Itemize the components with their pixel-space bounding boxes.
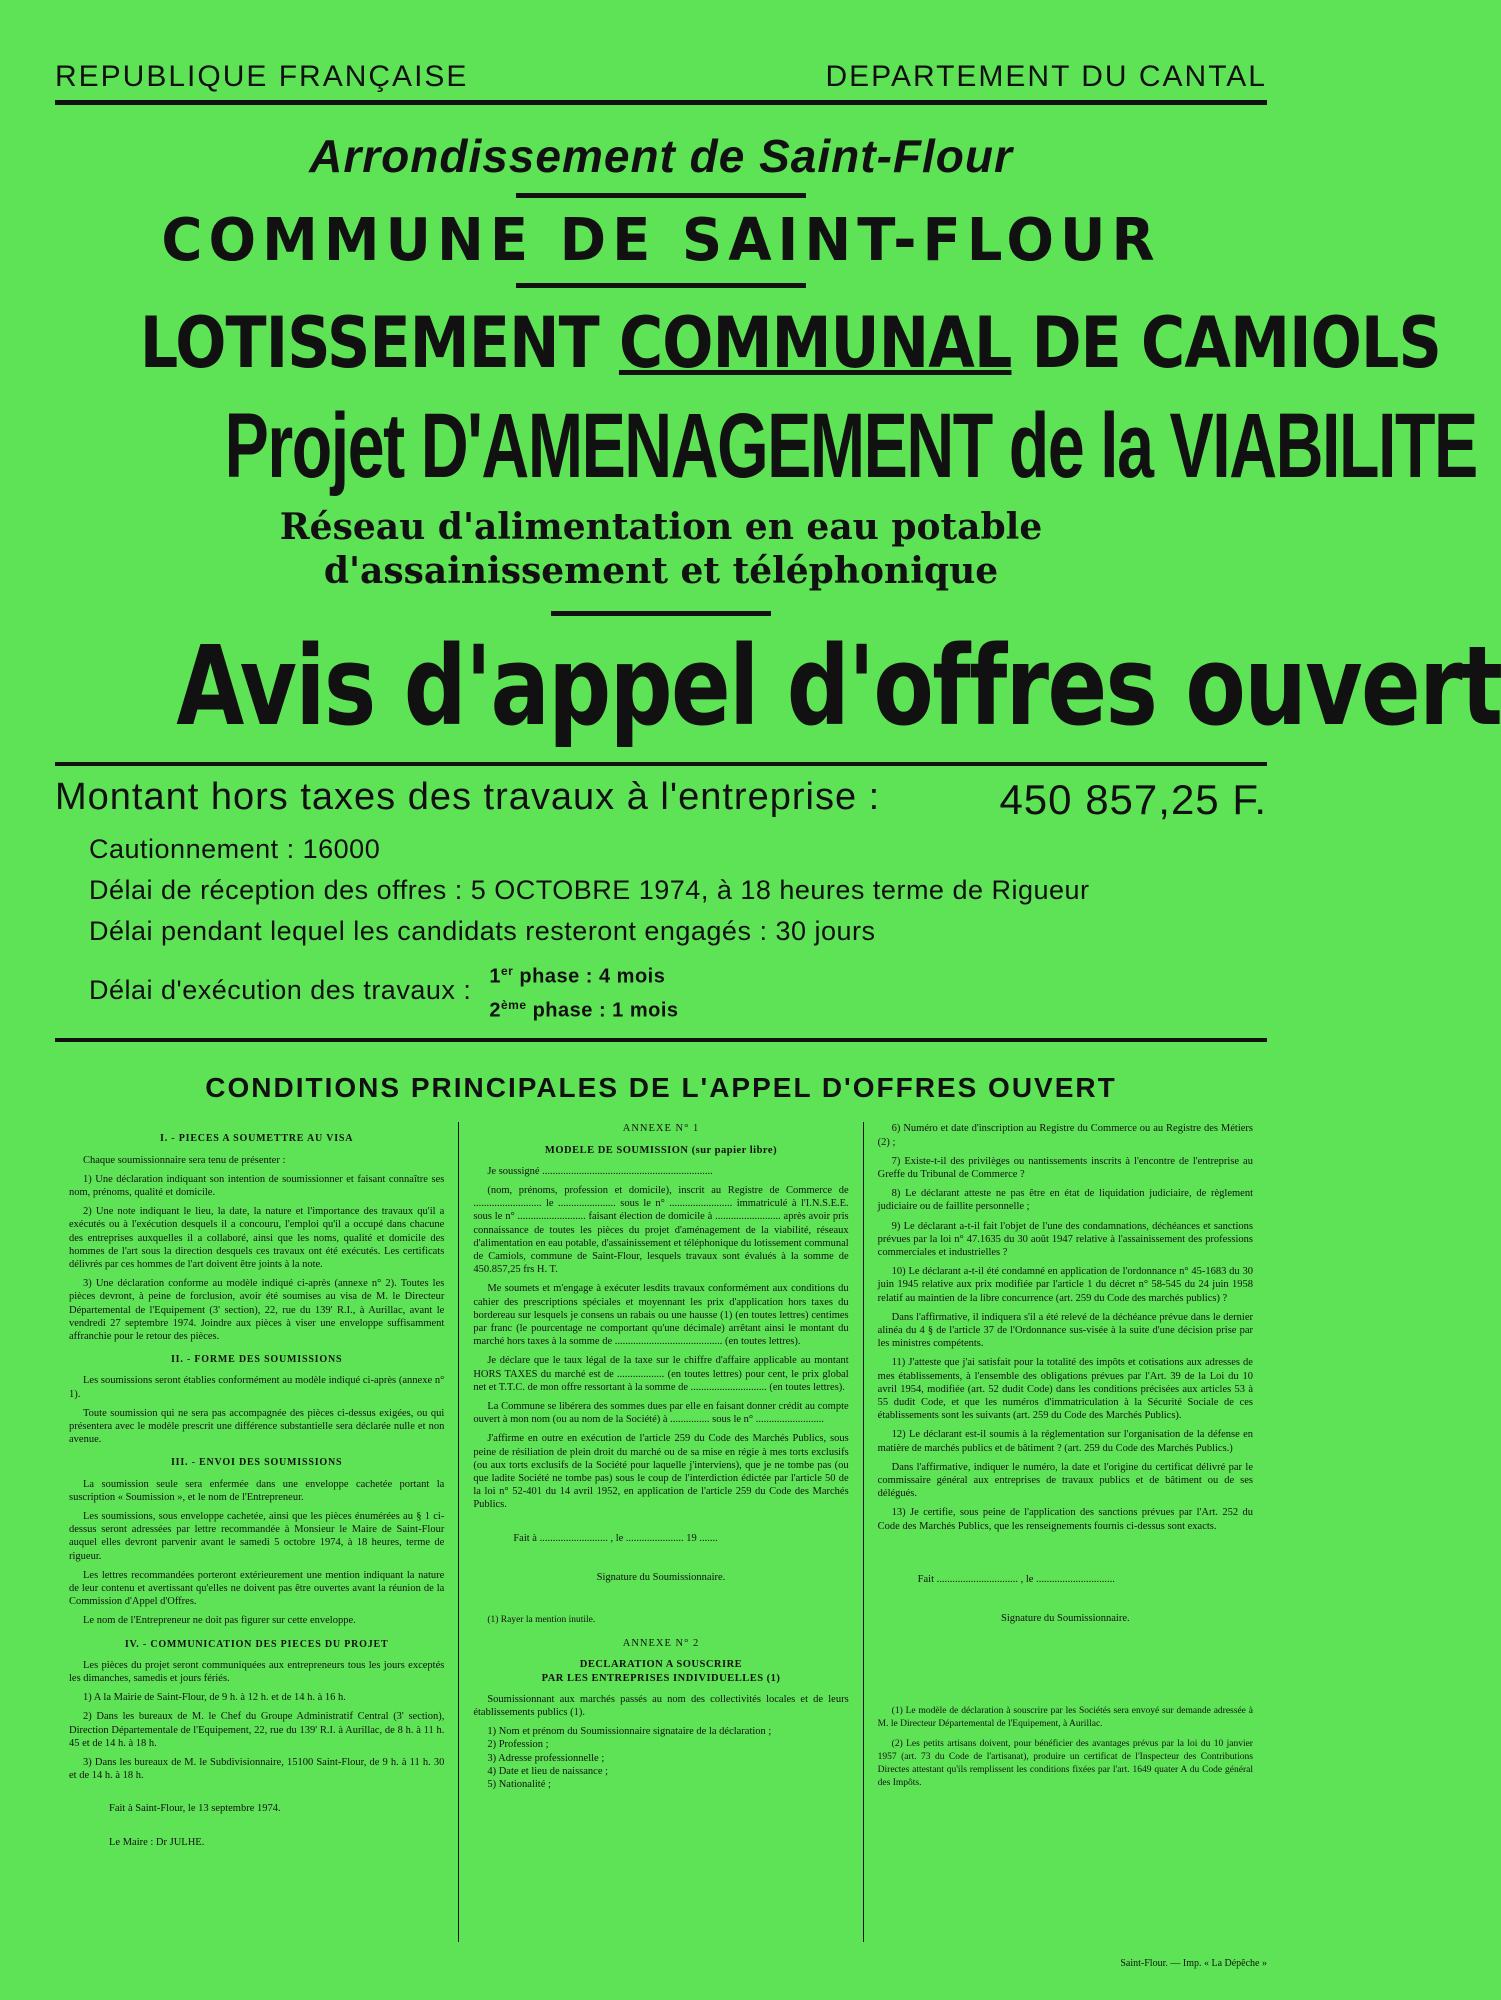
list-item: 3) Adresse professionnelle ;	[487, 1752, 605, 1764]
lotissement-title	[139, 302, 1441, 384]
cautionnement: Cautionnement : 16000	[89, 834, 381, 864]
date-line: Fait ............................... , le ..............................	[917, 1573, 1115, 1585]
reseau-line2: d'assainissement et téléphonique	[323, 550, 999, 592]
column-middle	[458, 1122, 862, 1942]
divider	[516, 193, 806, 198]
paragraph: Me soumets et m'engage à exécuter lesdits travaux conformément aux conditions du cahier des prescriptions spéciales et moyennant les prix d'application hors taxes du bordereau sur lesquels je consens un rabais ou une hausse (1) (en toutes lettres) centimes par franc (le pourcentage ne comportant qu'une décimale) arrêtant ainsi le montant du marché hors taxes à la somme de ......................................... (en toutes lettres).	[473, 1283, 849, 1348]
footnote: (2) Les petits artisans doivent, pour bénéficier des avantages prévus par la loi du 10 janvier 1957 (art. 73 du Code de l'artisanat), produire un certificat de l'Inspecteur des Contributions Directes attestant qu'ils remplissent les conditions fixées par l'art. 1649 quater A du Code général des Impôts.	[877, 1738, 1253, 1789]
paragraph: 10) Le déclarant a-t-il été condamné en application de l'ordonnance n° 45-1683 du 30 juin 1945 relative aux prix modifiée par l'article 1 du décret n° 58-545 du 24 juin 1958 relatif au maintien de la libre concurrence (art. 259 du Code des marchés publics) ?	[877, 1266, 1253, 1304]
arrondissement-title: Arrondissement de Saint-Flour	[309, 130, 1013, 182]
paragraph: 3) Dans les bureaux de M. le Subdivisionnaire, 15100 Saint-Flour, de 9 h. à 11 h. 30 et de 14 h. à 18 h.	[69, 1757, 445, 1782]
engagement-period: Délai pendant lequel les candidats resteront engagés : 30 jours	[89, 916, 876, 946]
phases-stack	[489, 957, 678, 1024]
paragraph: 8) Le déclarant atteste ne pas être en état de liquidation judiciaire, de règlement judiciaire ou de faillite personnelle ;	[877, 1188, 1253, 1213]
paragraph: La soumission seule sera enfermée dans une enveloppe cachetée portant la suscription « Soumission », et le nom de l'Entrepreneur.	[69, 1478, 445, 1503]
divider	[516, 283, 806, 288]
paragraph: Soumissionnant aux marchés passés au nom des collectivités locales et de leurs établissements publics (1).	[473, 1693, 849, 1719]
lotissement-part2: COMMUNAL	[618, 302, 1012, 384]
paragraph: 9) Le déclarant a-t-il fait l'objet de l'une des condamnations, déchéances et sanctions prévues par la loi n° 47.1635 du 30 août 1947 relative à l'assainissement des professions commerciales et industrielles ?	[877, 1220, 1253, 1258]
column-right	[863, 1122, 1267, 1942]
paragraph: Dans l'affirmative, il indiquera s'il a été relevé de la déchéance prévue dans le dernier alinéa du 4 § de l'article 37 de l'Ordonnance sus-visée à la suite d'une décision prise par les ministres compétents.	[877, 1311, 1253, 1350]
section-rule	[55, 762, 1267, 766]
paragraph: 3) Une déclaration conforme au modèle indiqué ci-après (annexe n° 2). Toutes les pièces devront, à peine de forclusion, avoir été soumises au visa de M. le Directeur Départemental de l'Equipement (3' section), 22, rue du 139' R.I., à Aurillac, avant le vendredi 27 septembre 1974. Joindre aux pièces à viser une enveloppe suffisamment affranchie pour le retour des pièces.	[69, 1278, 445, 1342]
paragraph: Le nom de l'Entrepreneur ne doit pas figurer sur cette enveloppe.	[83, 1615, 356, 1627]
paragraph: 2) Une note indiquant le lieu, la date, la nature et l'importance des travaux qu'il a exécutés ou à l'exécution desquels il a concouru, l'emploi qu'il a occupé dans chacune des entreprises auxquelles il a collaboré, ainsi que les noms, qualité et domicile des hommes de l'art sous la direction desquels ces travaux ont été exécutés. Les certificats délivrés par ces hommes de l'art doivent être joints à la note.	[69, 1206, 445, 1270]
list-item: 5) Nationalité ;	[487, 1779, 551, 1791]
paragraph: La Commune se libérera des sommes dues par elle en faisant donner crédit au compte ouvert à mon nom (ou au nom de la Société) à ............... sous le n° ..........................	[473, 1400, 849, 1426]
paragraph: J'affirme en outre en exécution de l'article 259 du Code des Marchés Publics, sous peine de résiliation de plein droit du marché ou de sa mise en régie à mes torts exclusifs (ou aux torts exclusifs de la Société pour laquelle j'interviens), que je ne tombe pas (ou que ladite Société ne tombe pas) sous le coup de l'interdiction édictée par l'article 50 de la loi n° 52-401 du 14 avril 1952, en application de l'article 259 du Code des Marchés Publics.	[473, 1433, 849, 1511]
paragraph: 6) Numéro et date d'inscription au Registre du Commerce ou au Registre des Métiers (2) ;	[877, 1123, 1253, 1148]
section-heading: IV. - COMMUNICATION DES PIECES DU PROJET	[124, 1638, 389, 1650]
mayor-signature: Le Maire : Dr JULHE.	[109, 1836, 205, 1848]
annexe2-label: ANNEXE N° 2	[622, 1638, 700, 1650]
paragraph: Je déclare que le taux légal de la taxe sur le chiffre d'affaire applicable au montant HORS TAXES du marché est de .................. (en toutes lettres) pour cent, le prix global net et T.T.C. de mon offre ressortant à la somme de ............................. (en toutes lettres).	[473, 1355, 849, 1393]
paragraph: 7) Existe-t-il des privilèges ou nantissements inscrits à l'encontre de l'entreprise au Greffe du Tribunal de Commerce ?	[877, 1155, 1253, 1180]
list-item: 2) Profession ;	[487, 1739, 549, 1751]
paragraph: Toute soumission qui ne sera pas accompagnée des pièces ci-dessus exigées, ou qui présentera avec le modèle prescrit une différence substantielle sera déclarée nulle et non avenue.	[69, 1407, 445, 1446]
paragraph: 1) A la Mairie de Saint-Flour, de 9 h. à 12 h. et de 14 h. à 16 h.	[83, 1692, 346, 1704]
paragraph: 2) Dans les bureaux de M. le Chef du Groupe Administratif Central (3' section), Direction Départementale de l'Equipement, 22, rue du 139' R.I. à Aurillac, de 8 h. à 11 h. 45 et de 14 h. à 18 h.	[69, 1711, 445, 1749]
reception-deadline: Délai de réception des offres : 5 OCTOBRE 1974, à 18 heures terme de Rigueur	[89, 875, 1090, 905]
commune-title: COMMUNE DE SAINT-FLOUR	[161, 206, 1161, 275]
paragraph: Je soussigné .................................................................	[487, 1165, 713, 1177]
section-heading: II. - FORME DES SOUMISSIONS	[170, 1354, 343, 1366]
annexe1-label: ANNEXE N° 1	[622, 1123, 700, 1135]
signature-line: Signature du Soumissionnaire.	[1001, 1613, 1130, 1624]
paragraph: 11) J'atteste que j'ai satisfait pour la totalité des impôts et cotisations aux adresses de mes établissements, à l'ensemble des obligations prévues par l'Art. 39 de la Loi du 10 avril 1954, modifiée (art. 52 dudit Code) dans les conditions précisées aux articles 53 à 55 dudit Code, et que les numéros d'immatriculation à la Sécurité Sociale de ces établissements sont les suivants (art. 259 du Code des Marchés Publics).	[877, 1357, 1253, 1422]
signature-line: Signature du Soumissionnaire.	[596, 1571, 726, 1583]
paragraph: Les soumissions seront établies conformément au modèle indiqué ci-après (annexe n° 1).	[69, 1375, 445, 1400]
printer-credit: Saint-Flour. — Imp. « La Dépêche »	[1120, 1958, 1267, 1969]
footnote: (1) Le modèle de déclaration à souscrire par les Sociétés sera envoyé sur demande adressée à M. le Directeur Départemental de l'Equipement, à Aurillac.	[877, 1706, 1253, 1730]
reseau-subtitle	[55, 505, 1267, 593]
montant-label: Montant hors taxes des travaux à l'entreprise :	[55, 776, 881, 818]
montant-value: 450 857,25 F.	[999, 776, 1267, 823]
reseau-line1: Réseau d'alimentation en eau potable	[279, 506, 1043, 548]
list-item: 4) Date et lieu de naissance ;	[487, 1765, 609, 1777]
phase2: 2ème phase : 1 mois	[489, 997, 679, 1022]
terms-block	[89, 834, 1267, 1024]
paragraph: Dans l'affirmative, indiquer le numéro, la date et l'origine du certificat délivré par le commissaire général aux entreprises de travaux publics et de bâtiment ou de ses délégués.	[877, 1461, 1253, 1500]
section-heading: I. - PIECES A SOUMETTRE AU VISA	[160, 1133, 354, 1145]
lotissement-part1: LOTISSEMENT	[139, 302, 599, 384]
date-line: Fait à .......................... , le ...................... 19 .......	[513, 1532, 718, 1544]
declaration-title1: DECLARATION A SOUSCRIRE	[579, 1659, 743, 1671]
paragraph: Les lettres recommandées porteront extérieurement une mention indiquant la nature de leur contenu et avertissant qu'elles ne doivent pas être ouvertes avant la réunion de la Commission d'Appel d'Offres.	[69, 1569, 445, 1608]
montant-row	[55, 776, 1267, 824]
conditions-columns	[55, 1122, 1267, 1942]
declaration-title2: PAR LES ENTREPRISES INDIVIDUELLES (1)	[541, 1672, 781, 1684]
header-row	[55, 60, 1267, 94]
conditions-title: CONDITIONS PRINCIPALES DE L'APPEL D'OFFRES OUVERT	[205, 1072, 1117, 1104]
paragraph: (nom, prénoms, profession et domicile), inscrit au Registre de Commerce de .......................... le ...................... sous le n° ........................ immatriculé à l'I.N.S.E.E. sous le n° .......................... faisant élection de domicile à ......................... après avoir pris connaissance de toutes les pièces du projet d'aménagement de la viabilité, réseaux d'alimentation en eau potable, d'assainissement et téléphonique du lotissement communal de Camiols, commune de Saint-Flour, lesquels travaux sont évalués à la somme de 450.857,25 frs H. T.	[473, 1184, 849, 1276]
section-rule	[55, 1038, 1267, 1042]
header-right: DEPARTEMENT DU CANTAL	[825, 60, 1267, 93]
paragraph: 13) Je certifie, sous peine de l'application des sanctions prévues par l'Art. 252 du Code des Marchés Publics, que les renseignements fournis ci-dessus sont exacts.	[877, 1507, 1253, 1532]
paragraph: Les soumissions, sous enveloppe cachetée, ainsi que les pièces énumérées au § 1 ci-dessus seront adressées par lettre recommandée à Monsieur le Maire de Saint-Flour auquel elles devront parvenir avant le samedi 5 octobre 1974, à 18 heures, terme de rigueur.	[69, 1510, 445, 1562]
execution-row	[89, 957, 1267, 1024]
paragraph: Les pièces du projet seront communiquées aux entrepreneurs tous les jours exceptés les dimanches, samedis et jours fériés.	[69, 1659, 445, 1685]
lotissement-part3: DE CAMIOLS	[1031, 302, 1441, 384]
poster	[55, 60, 1501, 1942]
paragraph: Chaque soumissionnaire sera tenu de présenter :	[83, 1154, 286, 1166]
divider	[551, 611, 771, 616]
execution-label: Délai d'exécution des travaux :	[89, 975, 472, 1006]
header-left: REPUBLIQUE FRANÇAISE	[55, 60, 469, 93]
avis-title: Avis d'appel d'offres ouvert	[176, 622, 1501, 750]
projet-title: Projet D'AMENAGEMENT de la VIABILITE	[224, 395, 1477, 497]
date-line: Fait à Saint-Flour, le 13 septembre 1974.	[109, 1803, 281, 1815]
column-left	[55, 1122, 458, 1942]
header-rule	[55, 100, 1267, 105]
phase1: 1er phase : 4 mois	[489, 964, 666, 988]
list-item: 1) Nom et prénom du Soumissionnaire signataire de la déclaration ;	[487, 1726, 772, 1738]
section-heading: III. - ENVOI DES SOUMISSIONS	[170, 1457, 343, 1469]
footnote: (1) Rayer la mention inutile.	[487, 1615, 596, 1625]
paragraph: 12) Le déclarant est-il soumis à la réglementation sur l'organisation de la défense en matière de marchés publics et de bâtiment ? (art. 259 du Code des Marchés Publics.)	[877, 1429, 1253, 1454]
modele-title: MODELE DE SOUMISSION (sur papier libre)	[544, 1144, 778, 1156]
paragraph: 1) Une déclaration indiquant son intention de soumissionner et faisant connaître ses nom, prénoms, qualité et domicile.	[69, 1173, 445, 1198]
